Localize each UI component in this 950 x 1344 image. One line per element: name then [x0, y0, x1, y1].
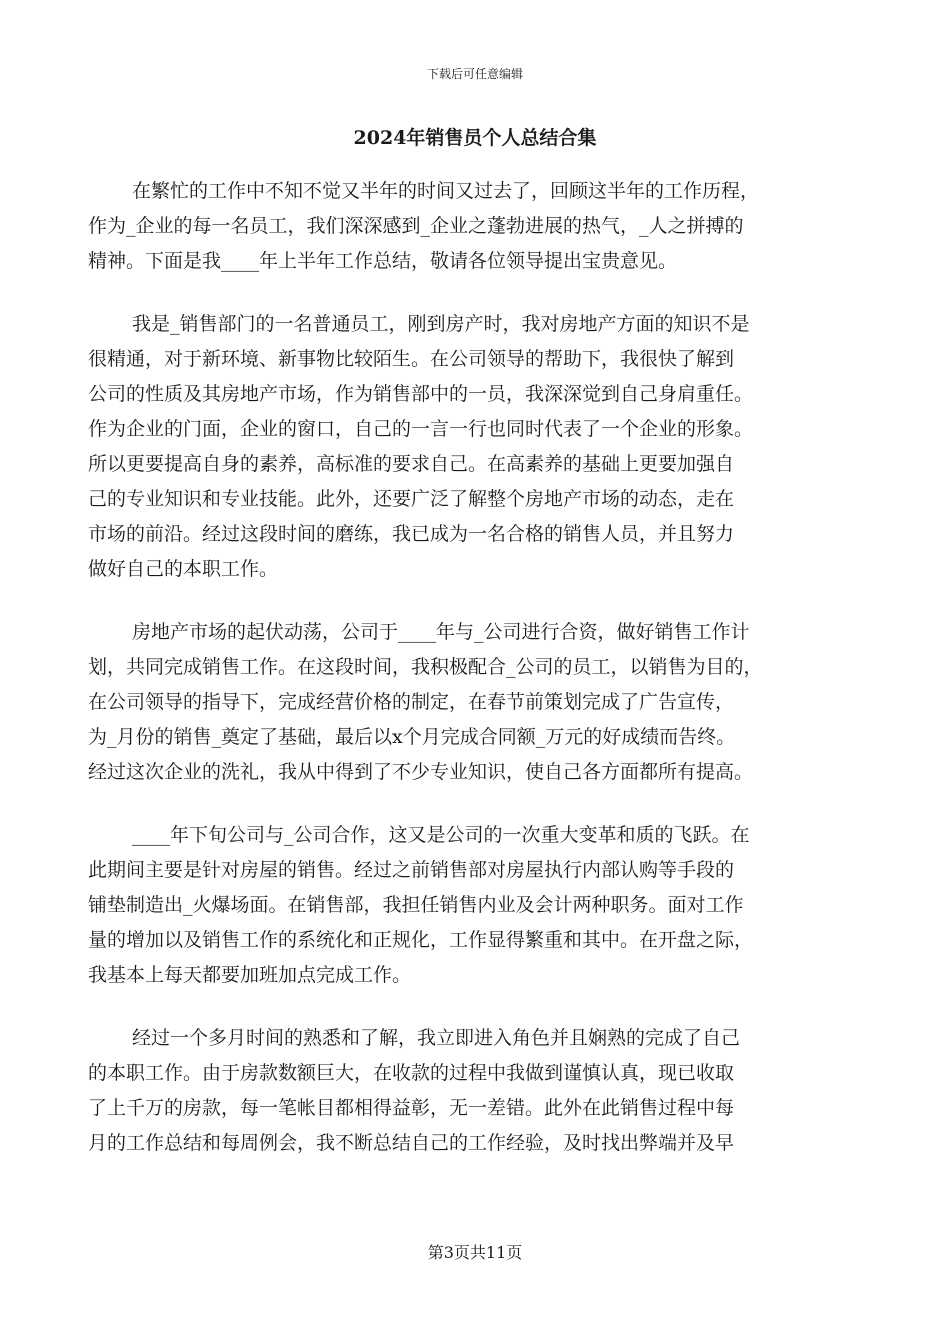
document-body	[88, 174, 864, 1189]
paragraph-line: 所以更要提高自身的素养，高标准的要求自己。在高素养的基础上更要加强自	[88, 453, 735, 475]
paragraph-line: 铺垫制造出_火爆场面。在销售部，我担任销售内业及会计两种职务。面对工作	[88, 894, 744, 916]
paragraph-line: 量的增加以及销售工作的系统化和正规化，工作显得繁重和其中。在开盘之际，	[88, 929, 754, 951]
paragraph-line: 作为_企业的每一名员工，我们深深感到_企业之蓬勃进展的热气，_人之拼搏的	[88, 215, 744, 237]
paragraph-line: 房地产市场的起伏动荡，公司于____年与_公司进行合资，做好销售工作计	[132, 621, 750, 643]
paragraph-line: 经过一个多月时间的熟悉和了解，我立即进入角色并且娴熟的完成了自己	[132, 1027, 741, 1049]
paragraph-2	[88, 307, 864, 587]
paragraph-line: 作为企业的门面，企业的窗口，自己的一言一行也同时代表了一个企业的形象。	[88, 418, 754, 440]
paragraph-line: 此期间主要是针对房屋的销售。经过之前销售部对房屋执行内部认购等手段的	[88, 859, 735, 881]
paragraph-line: 我基本上每天都要加班加点完成工作。	[88, 964, 412, 986]
paragraph-1	[88, 174, 864, 279]
document-title: 2024年销售员个人总结合集	[353, 127, 597, 149]
paragraph-line: 在公司领导的指导下，完成经营价格的制定，在春节前策划完成了广告宣传，	[88, 691, 735, 713]
page-header-note: 下载后可任意编辑	[426, 67, 523, 81]
paragraph-line: 月的工作总结和每周例会，我不断总结自己的工作经验，及时找出弊端并及早	[88, 1132, 735, 1154]
paragraph-line: 己的专业知识和专业技能。此外，还要广泛了解整个房地产市场的动态，走在	[88, 488, 735, 510]
paragraph-line: 了上千万的房款，每一笔帐目都相得益彰，无一差错。此外在此销售过程中每	[88, 1097, 735, 1119]
paragraph-3	[88, 615, 864, 790]
paragraph-line: 我是_销售部门的一名普通员工，刚到房产时，我对房地产方面的知识不是	[132, 313, 750, 335]
paragraph-line: 划，共同完成销售工作。在这段时间，我积极配合_公司的员工，以销售为目的，	[88, 656, 763, 678]
paragraph-4	[88, 818, 864, 993]
paragraph-line: 精神。下面是我____年上半年工作总结，敬请各位领导提出宝贵意见。	[88, 250, 678, 272]
paragraph-line: 公司的性质及其房地产市场，作为销售部中的一员，我深深觉到自己身肩重任。	[88, 383, 754, 405]
paragraph-line: 很精通，对于新环境、新事物比较陌生。在公司领导的帮助下，我很快了解到	[88, 348, 735, 370]
paragraph-line: 为_月份的销售_奠定了基础，最后以x个月完成合同额_万元的好成绩而告终。	[88, 726, 736, 748]
paragraph-5	[88, 1021, 864, 1161]
paragraph-line: 市场的前沿。经过这段时间的磨练，我已成为一名合格的销售人员，并且努力	[88, 523, 735, 545]
page-number: 第3页共11页	[427, 1243, 523, 1262]
paragraph-line: 经过这次企业的洗礼，我从中得到了不少专业知识，使自己各方面都所有提高。	[88, 761, 754, 783]
paragraph-line: ____年下旬公司与_公司合作，这又是公司的一次重大变革和质的飞跃。在	[132, 824, 750, 846]
paragraph-line: 的本职工作。由于房款数额巨大，在收款的过程中我做到谨慎认真，现已收取	[88, 1062, 735, 1084]
paragraph-line: 在繁忙的工作中不知不觉又半年的时间又过去了，回顾这半年的工作历程，	[132, 180, 760, 202]
paragraph-line: 做好自己的本职工作。	[88, 558, 279, 580]
